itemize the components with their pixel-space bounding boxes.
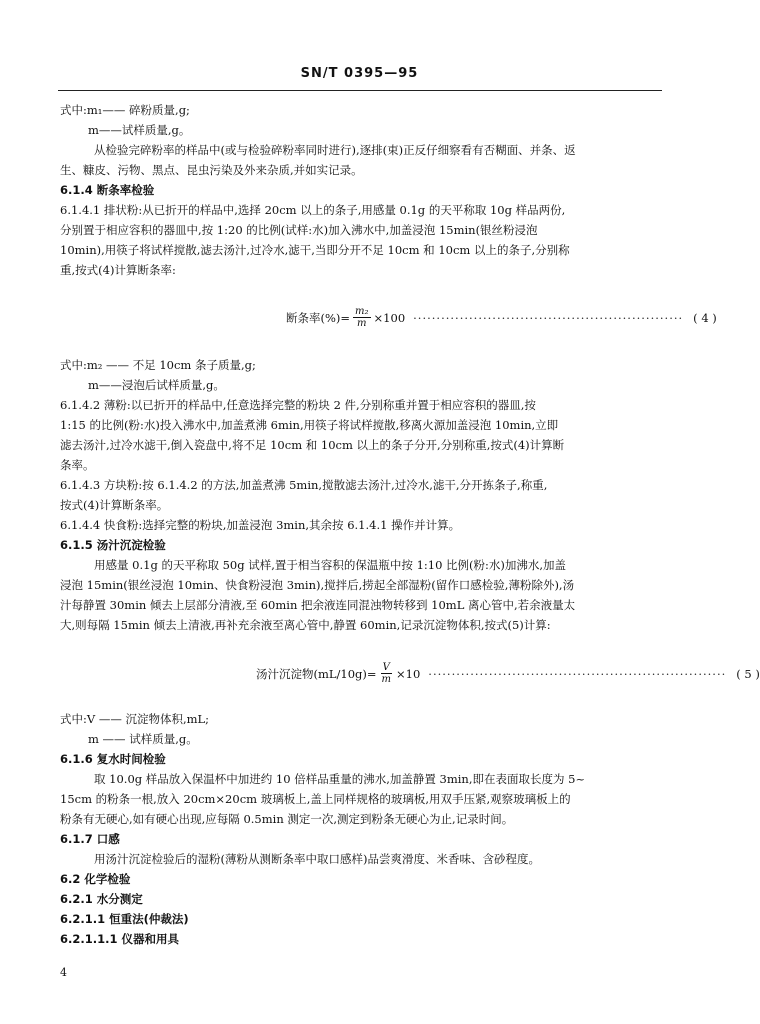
text-line: m——试样质量,g。 [88, 123, 191, 137]
formula-4-fraction [353, 306, 371, 329]
text-line: 15cm 的粉条一根,放入 20cm×20cm 玻璃板上,盖上同样规格的玻璃板,用双手压紧,观察玻璃板上的 [60, 792, 571, 806]
text-line: 粉条有无硬心,如有硬心出现,应每隔 0.5min 测定一次,测定到粉条无硬心为止,记录时间。 [60, 812, 514, 826]
text-line: 生、糠皮、污物、黑点、昆虫污染及外来杂质,并如实记录。 [60, 163, 363, 177]
section-heading: 6.1.7 口感 [60, 832, 120, 846]
header-rule [58, 90, 662, 91]
text-line: m —— 试样质量,g。 [88, 732, 198, 746]
text-line: 6.1.4.4 快食粉:选择完整的粉块,加盖浸泡 3min,其余按 6.1.4.1 操作并计算。 [60, 518, 461, 532]
formula-5-tail: ×10 [396, 666, 421, 681]
leader-dots: ·························································· [413, 310, 684, 325]
section-heading: 6.1.4 断条率检验 [60, 183, 155, 197]
text-line: 6.1.4.2 薄粉:以已折开的样品中,任意选择完整的粉块 2 件,分别称重并置于相应容积的器皿,按 [60, 398, 536, 412]
standard-header: SN/T 0395—95 [300, 66, 419, 81]
text-line: 浸泡 15min(银丝浸泡 10min、快食粉浸泡 3min),搅拌后,捞起全部湿粉(留作口感检验,薄粉除外),汤 [60, 578, 575, 592]
page-number: 4 [60, 966, 67, 979]
formula-5-number: ( 5 ) [736, 666, 760, 681]
text-line: 取 10.0g 样品放入保温杯中加进约 10 倍样品重量的沸水,加盖静置 3min,即在表面取长度为 5~ [94, 772, 586, 786]
leader-dots: ································································ [428, 666, 727, 681]
text-line: 重,按式(4)计算断条率: [60, 263, 176, 277]
text-line: 用感量 0.1g 的天平称取 50g 试样,置于相当容积的保温瓶中按 1:10 比例(粉:水)加沸水,加盖 [94, 558, 567, 572]
formula-5-denominator: m [381, 674, 392, 685]
text-line: 用汤汁沉淀检验后的湿粉(薄粉从测断条率中取口感样)品尝爽滑度、米香味、含砂程度。 [94, 852, 540, 866]
formula-4-denominator: m [357, 318, 367, 329]
formula-5 [256, 662, 760, 685]
text-line: 6.1.4.1 排状粉:从已折开的样品中,选择 20cm 以上的条子,用感量 0.1g 的天平称取 10g 样品两份, [60, 203, 566, 217]
formula-4 [286, 306, 717, 329]
text-line: 条率。 [60, 458, 95, 472]
formula-5-numerator: V [382, 662, 390, 673]
formula-5-fraction [380, 662, 393, 685]
text-line: 式中:V —— 沉淀物体积,mL; [60, 712, 210, 726]
text-line: m——浸泡后试样质量,g。 [88, 378, 225, 392]
section-heading: 6.2.1.1 恒重法(仲裁法) [60, 912, 189, 926]
text-line: 按式(4)计算断条率。 [60, 498, 169, 512]
text-line: 6.1.4.3 方块粉:按 6.1.4.2 的方法,加盖煮沸 5min,搅散滤去汤汁,过冷水,滤干,分开拣条子,称重, [60, 478, 548, 492]
text-line: 10min),用筷子将试样搅散,滤去汤汁,过冷水,滤干,当即分开不足 10cm 和 10cm 以上的条子,分别称 [60, 243, 570, 257]
formula-4-numerator: m₂ [355, 306, 369, 317]
formula-4-number: ( 4 ) [693, 310, 717, 325]
section-heading: 6.2.1.1.1 仪器和用具 [60, 932, 179, 946]
formula-4-tail: ×100 [373, 310, 406, 325]
text-line: 式中:m₂ —— 不足 10cm 条子质量,g; [60, 358, 256, 372]
section-heading: 6.2.1 水分测定 [60, 892, 143, 906]
text-line: 1:15 的比例(粉:水)投入沸水中,加盖煮沸 6min,用筷子将试样搅散,移离火源加盖浸泡 10min,立即 [60, 418, 559, 432]
formula-5-label: 汤汁沉淀物(mL/10g)= [256, 666, 377, 681]
text-line: 大,则每隔 15min 倾去上清液,再补充余液至离心管中,静置 60min,记录沉淀物体积,按式(5)计算: [60, 618, 551, 632]
section-heading: 6.1.5 汤汁沉淀检验 [60, 538, 166, 552]
text-line: 滤去汤汁,过冷水滤干,倒入瓷盘中,将不足 10cm 和 10cm 以上的条子分开,分别称重,按式(4)计算断 [60, 438, 565, 452]
formula-4-label: 断条率(%)= [286, 310, 351, 325]
text-line: 式中:m₁—— 碎粉质量,g; [60, 103, 190, 117]
text-line: 汁每静置 30min 倾去上层部分清液,至 60min 把余液连同混浊物转移到 10mL 离心管中,若余液量太 [60, 598, 576, 612]
text-line: 分别置于相应容积的器皿中,按 1:20 的比例(试样:水)加入沸水中,加盖浸泡 15min(银丝粉浸泡 [60, 223, 538, 237]
text-line: 从检验完碎粉率的样品中(或与检验碎粉率同时进行),逐排(束)正反仔细察看有否糊面、并条、返 [94, 143, 576, 157]
section-heading: 6.1.6 复水时间检验 [60, 752, 166, 766]
section-heading: 6.2 化学检验 [60, 872, 131, 886]
